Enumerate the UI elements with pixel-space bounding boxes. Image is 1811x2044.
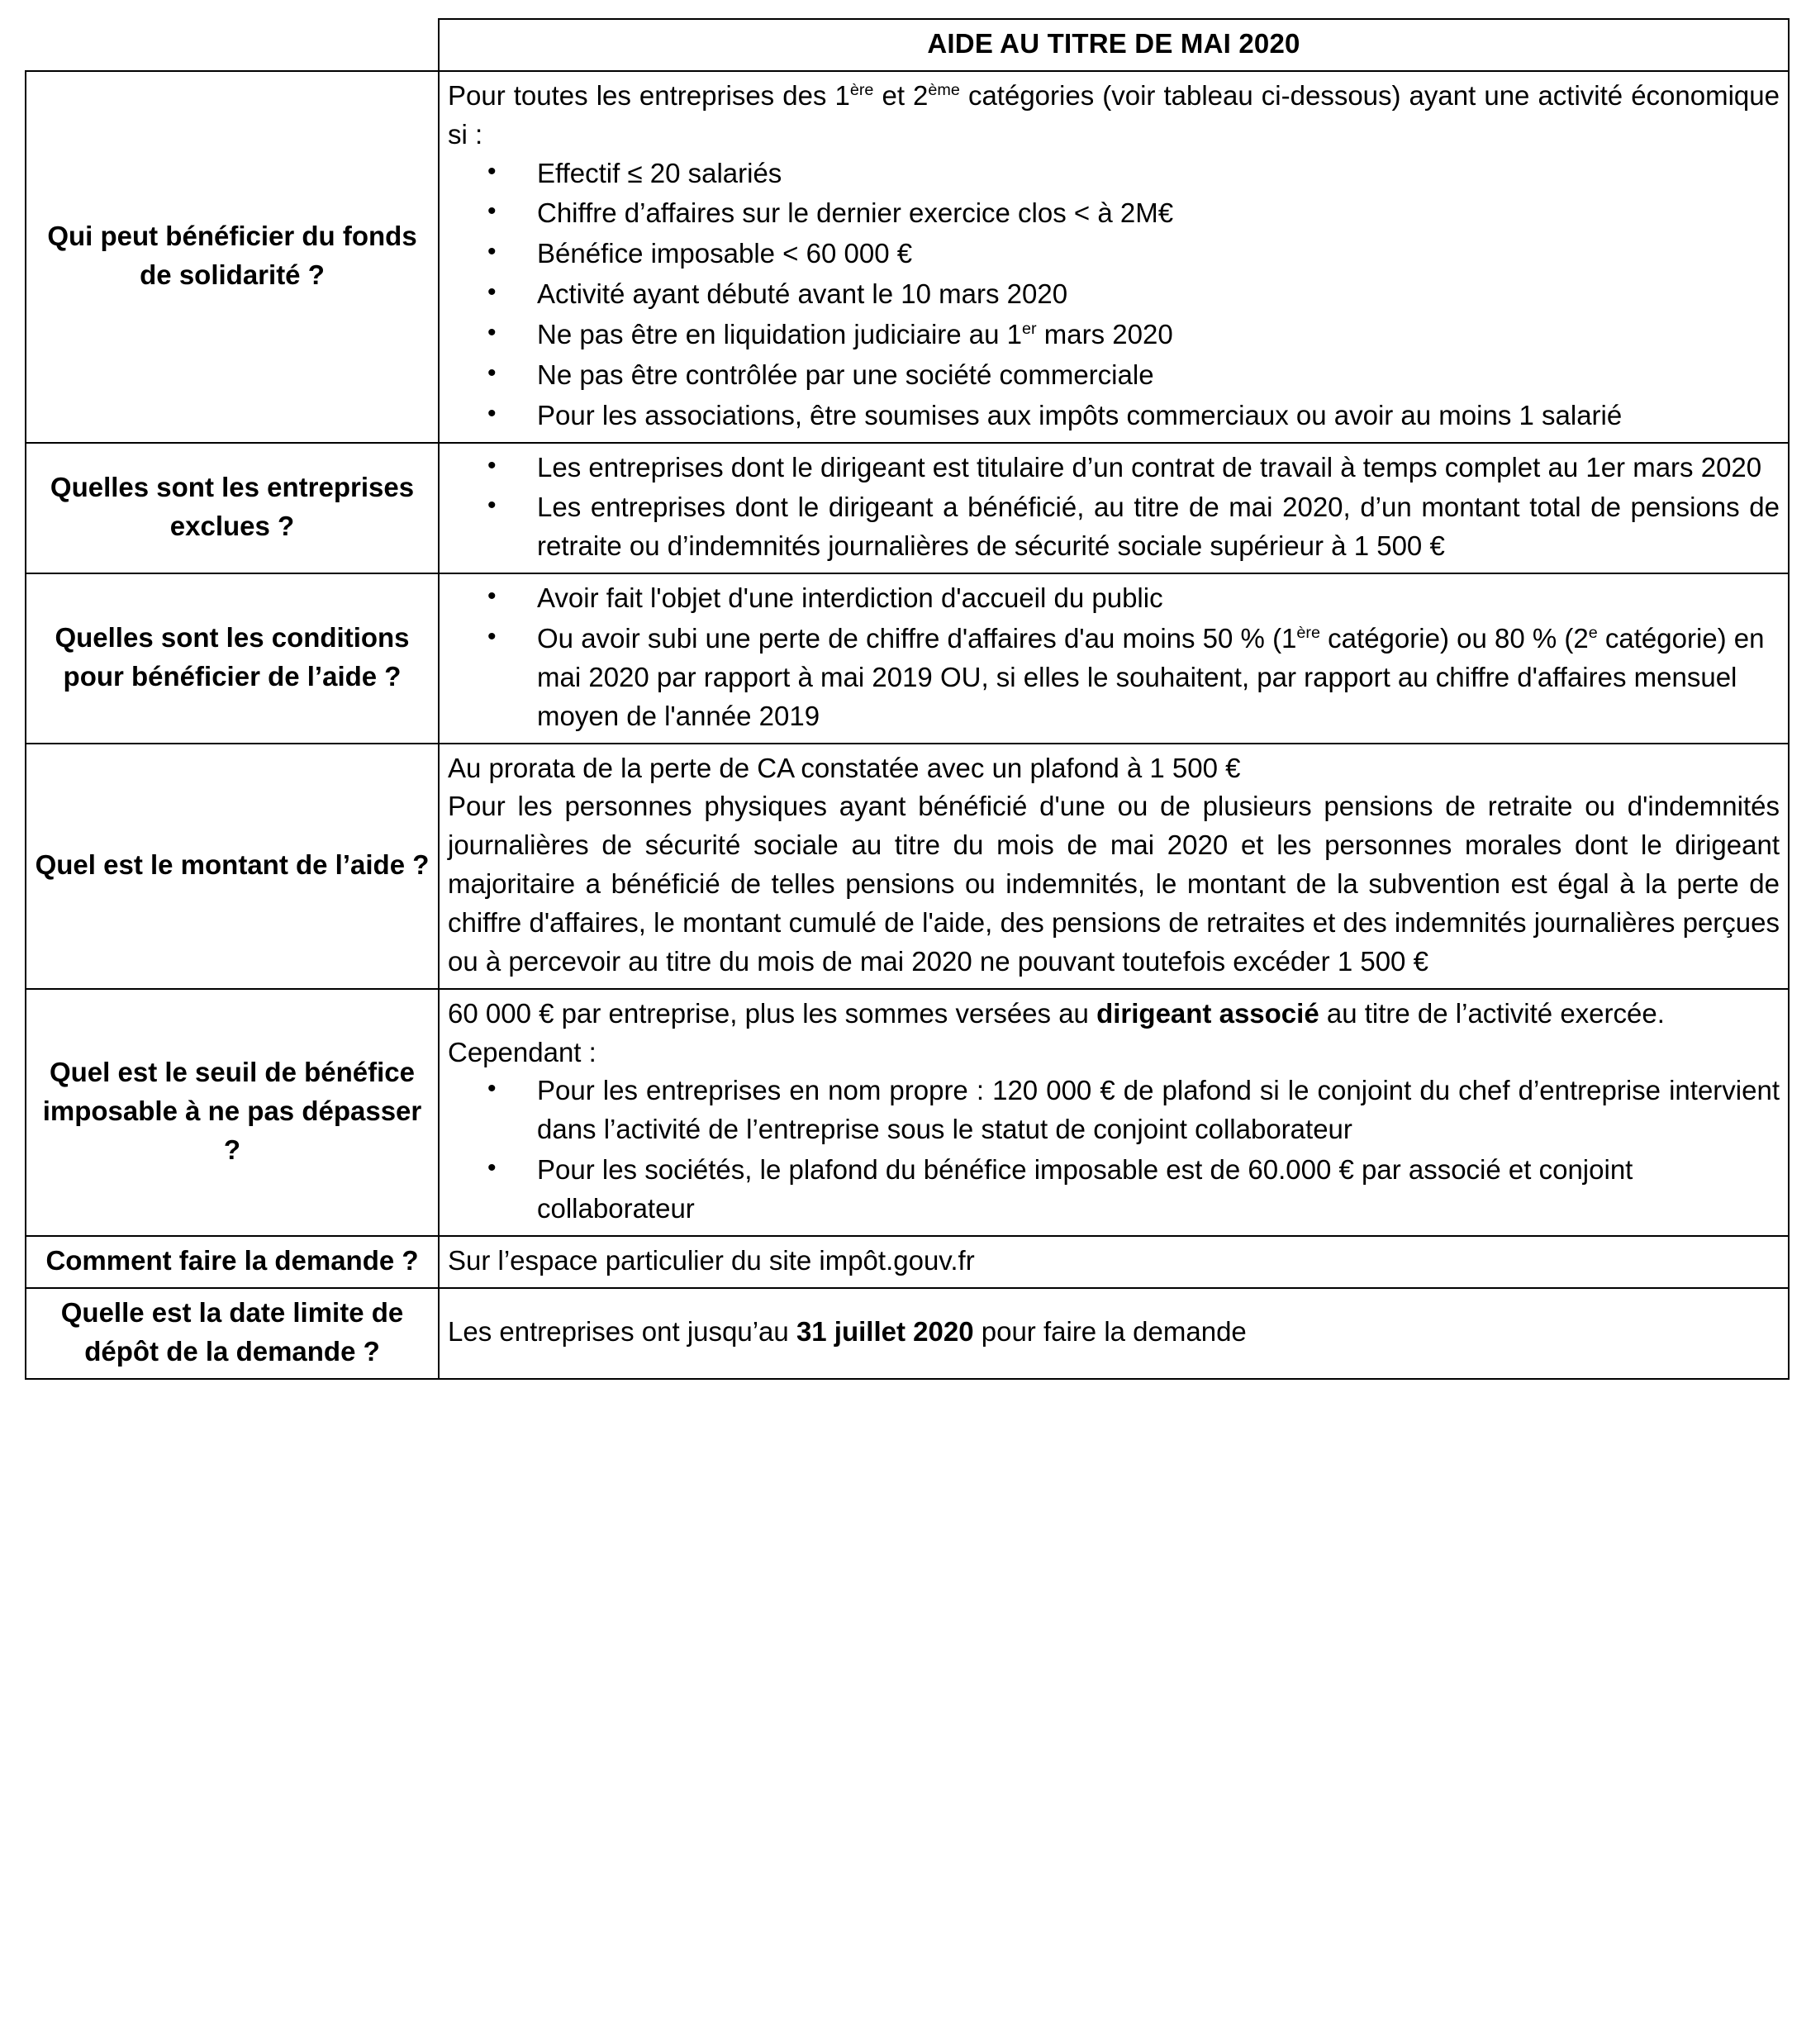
- answer-beneficiaires: [439, 71, 1789, 443]
- list-item: • Pour les associations, être soumises aux impôts commerciaux ou avoir au moins 1 salarié: [448, 397, 1780, 435]
- paragraph: Au prorata de la perte de CA constatée avec un plafond à 1 500 €: [448, 752, 1241, 783]
- ordinal-1ere: ère: [1296, 624, 1321, 643]
- answer-entreprises-exclues: [439, 443, 1789, 574]
- cependant-label: Cependant :: [448, 1036, 597, 1067]
- table-row: [26, 744, 1789, 989]
- list-item-part-b: catégorie) ou 80 % (2: [1320, 623, 1589, 654]
- header-empty-cell: [26, 19, 439, 71]
- deadline-date: 31 juillet 2020: [796, 1316, 974, 1348]
- intro-part-b: et 2: [873, 79, 929, 111]
- list-item: • Chiffre d’affaires sur le dernier exercice clos < à 2M€: [448, 194, 1780, 233]
- lead-part-b: au titre de l’activité exercée.: [1319, 997, 1665, 1029]
- table-row: [26, 1236, 1789, 1288]
- question-montant-aide: Quel est le montant de l’aide ?: [26, 744, 439, 989]
- list-item: • Avoir fait l'objet d'une interdiction d'accueil du public: [448, 579, 1780, 618]
- list-item-part-a: Ne pas être en liquidation judiciaire au 1: [537, 319, 1023, 350]
- list-item: • Bénéfice imposable < 60 000 €: [448, 235, 1780, 273]
- table-row: [26, 443, 1789, 574]
- question-beneficiaires: Qui peut bénéficier du fonds de solidarité ?: [26, 71, 439, 443]
- list-item: • Activité ayant débuté avant le 10 mars 2020: [448, 275, 1780, 314]
- list-item: [448, 620, 1780, 736]
- answer-date-limite: [439, 1288, 1789, 1379]
- final-part-a: Les entreprises ont jusqu’au: [448, 1316, 796, 1348]
- question-conditions: Quelles sont les conditions pour bénéficier de l’aide ?: [26, 573, 439, 743]
- conditions-list: [448, 579, 1780, 735]
- list-item: • Pour les entreprises en nom propre : 120 000 € de plafond si le conjoint du chef d’entreprise intervient dans l’activité de l’entreprise sous le statut de conjoint collaborateur: [448, 1072, 1780, 1149]
- table-header-row: [26, 19, 1789, 71]
- intro-text: [448, 77, 1780, 154]
- question-date-limite: Quelle est la date limite de dépôt de la demande ?: [26, 1288, 439, 1379]
- ordinal-2e: e: [1588, 624, 1598, 643]
- list-item: • Les entreprises dont le dirigeant est titulaire d’un contrat de travail à temps complet au 1er mars 2020: [448, 449, 1780, 487]
- paragraph: Sur l’espace particulier du site impôt.gouv.fr: [448, 1244, 975, 1276]
- list-item-part-c: catégorie) en mai 2020 par rapport à mai 2019 OU, si elles le souhaitent, par rapport au chiffre d'affaires mensuel moyen de l'année 2019: [537, 623, 1765, 731]
- table-row: [26, 573, 1789, 743]
- answer-seuil-benefice: [439, 989, 1789, 1236]
- lead-paragraph: [448, 995, 1780, 1034]
- answer-conditions: [439, 573, 1789, 743]
- excluded-list: [448, 449, 1780, 567]
- ordinal-1er: er: [1022, 320, 1037, 339]
- ordinal-2eme: ème: [928, 80, 960, 99]
- criteria-list: [448, 154, 1780, 435]
- intro-part-a: Pour toutes les entreprises des 1: [448, 79, 850, 111]
- list-item-part-b: mars 2020: [1036, 319, 1173, 350]
- answer-montant-aide: [439, 744, 1789, 989]
- list-item: • Effectif ≤ 20 salariés: [448, 154, 1780, 193]
- list-item: • Pour les sociétés, le plafond du bénéfice imposable est de 60.000 € par associé et conjoint collaborateur: [448, 1151, 1780, 1229]
- question-entreprises-exclues: Quelles sont les entreprises exclues ?: [26, 443, 439, 574]
- ordinal-1ere: ère: [849, 80, 874, 99]
- question-seuil-benefice: Quel est le seuil de bénéfice imposable à ne pas dépasser ?: [26, 989, 439, 1236]
- seuil-list: [448, 1072, 1780, 1228]
- answer-comment-demande: [439, 1236, 1789, 1288]
- table-row: [26, 989, 1789, 1236]
- list-item: [448, 316, 1780, 354]
- list-item: • Les entreprises dont le dirigeant a bénéficié, au titre de mai 2020, d’un montant total de pensions de retraite ou d’indemnités journalières de sécurité sociale supérieur à 1 500 €: [448, 488, 1780, 566]
- aid-summary-table: [25, 18, 1790, 1380]
- final-paragraph: [448, 1313, 1780, 1352]
- document-title: AIDE AU TITRE DE MAI 2020: [439, 19, 1789, 71]
- final-part-b: pour faire la demande: [973, 1316, 1247, 1348]
- table-row: [26, 71, 1789, 443]
- table-row: [26, 1288, 1789, 1379]
- intro-part-c: catégories (voir tableau ci-dessous) ayant une activité économique si :: [448, 79, 1780, 150]
- question-comment-demande: Comment faire la demande ?: [26, 1236, 439, 1288]
- emphasis-dirigeant-associe: dirigeant associé: [1096, 997, 1319, 1029]
- list-item: • Ne pas être contrôlée par une société commerciale: [448, 356, 1780, 395]
- paragraph: Pour les personnes physiques ayant bénéficié d'une ou de plusieurs pensions de retraite ou d'indemnités journalières de sécurité sociale au titre du mois de mai 2020 et les personnes morales dont le dirigeant majoritaire a bénéficié de telles pensions ou indemnités, le montant de la subvention est égal à la perte de chiffre d'affaires, le montant cumulé de l'aide, des pensions de retraites et des indemnités journalières perçues ou à percevoir au titre du mois de mai 2020 ne pouvant toutefois excéder 1 500 €: [448, 791, 1780, 977]
- list-item-part-a: Ou avoir subi une perte de chiffre d'affaires d'au moins 50 % (1: [537, 623, 1297, 654]
- lead-part-a: 60 000 € par entreprise, plus les sommes versées au: [448, 997, 1097, 1029]
